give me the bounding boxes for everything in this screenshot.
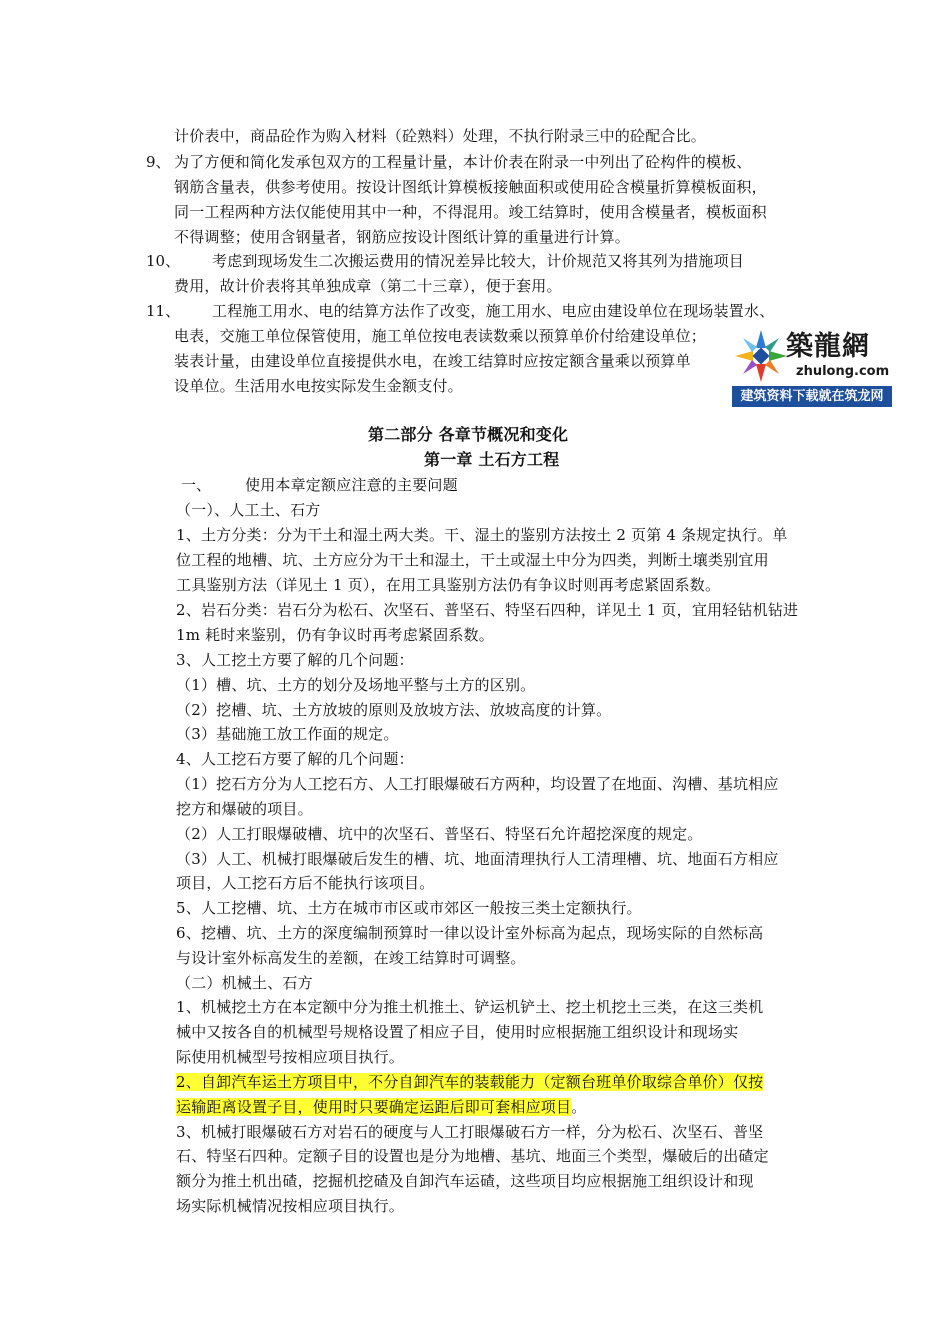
- text-line: 同一工程两种方法仅能使用其中一种，不得混用。竣工结算时，使用含模量者，模板面积: [174, 203, 767, 221]
- text-line: 费用，故计价表将其单独成章（第二十三章），便于套用。: [174, 277, 562, 295]
- text-line: 挖方和爆破的项目。: [176, 800, 313, 818]
- list-number: 11、: [146, 302, 181, 320]
- text-line: 为了方便和简化发承包双方的工程量计量，本计价表在附录一中列出了砼构件的模板、: [174, 153, 752, 171]
- text-line: 5、人工挖槽、坑、土方在城市市区或市郊区一般按三类土定额执行。: [176, 899, 642, 917]
- text-line: 6、挖槽、坑、土方的深度编制预算时一律以设计室外标高为起点，现场实际的自然标高: [176, 924, 764, 942]
- logo-name: 築龍網: [786, 331, 870, 362]
- text-line: 电表，交施工单位保管使用，施工单位按电表读数乘以预算单价付给建设单位；: [174, 327, 707, 345]
- text-line: 1、机械挖土方在本定额中分为推土机推土、铲运机铲土、挖土机挖土三类，在这三类机: [176, 998, 764, 1016]
- text-line: 石、特坚石四种。定额子目的设置也是分为地槽、基坑、地面三个类型，爆破后的出碴定: [176, 1147, 769, 1165]
- text-line: （3）基础施工放工作面的规定。: [176, 725, 399, 743]
- text-line: 2、岩石分类：岩石分为松石、次坚石、普坚石、特坚石四种，详见土 1 页，宜用轻钻机钻进: [176, 601, 799, 619]
- text-line: 考虑到现场发生二次搬运费用的情况差异比较大，计价规范又将其列为措施项目: [212, 252, 745, 270]
- period: 。: [571, 1098, 587, 1116]
- text-line: 工程施工用水、电的结算方法作了改变，施工用水、电应由建设单位在现场装置水、: [212, 302, 775, 320]
- section-heading: 使用本章定额应注意的主要问题: [245, 476, 458, 494]
- text-line: 际使用机械型号按相应项目执行。: [176, 1048, 405, 1066]
- text-line: 项目，人工挖石方后不能执行该项目。: [176, 874, 435, 892]
- text-line: 1m 耗时来鉴别，仍有争议时再考虑紧固系数。: [176, 626, 494, 644]
- text-line: 位工程的地槽、坑、土方应分为干土和湿土，干土或湿土中分为四类，判断土壤类别宜用: [176, 551, 769, 569]
- text-line: 3、人工挖土方要了解的几个问题：: [176, 651, 414, 669]
- text-line: （2）挖槽、坑、土方放坡的原则及放坡方法、放坡高度的计算。: [176, 701, 612, 719]
- highlighted-line: [176, 1096, 586, 1118]
- text-line: （1）挖石方分为人工挖石方、人工打眼爆破石方两种，均设置了在地面、沟槽、基坑相应: [176, 775, 779, 793]
- text-line: 械中又按各自的机械型号规格设置了相应子目，使用时应根据施工组织设计和现场实: [176, 1023, 739, 1041]
- logo-url: zhulong.com: [796, 364, 890, 379]
- text-line: 计价表中，商品砼作为购入材料（砼熟料）处理，不执行附录三中的砼配合比。: [174, 127, 707, 145]
- subsection-heading: （一）、人工土、石方: [176, 501, 321, 519]
- part-title: 第二部分 各章节概况和变化: [368, 425, 569, 444]
- text-line: 额分为推土机出碴，挖掘机挖碴及自卸汽车运碴，这些项目均应根据施工组织设计和现: [176, 1172, 754, 1190]
- section-number: 一、: [181, 476, 212, 494]
- logo-slogan: 建筑资料下载就在筑龙网: [732, 386, 892, 407]
- text-line: 场实际机械情况按相应项目执行。: [176, 1197, 405, 1215]
- text-line: 1、土方分类：分为干土和湿土两大类。干、湿土的鉴别方法按土 2 页第 4 条规定执行。单: [176, 526, 788, 544]
- list-number: 9、: [146, 153, 171, 171]
- text-line: 工具鉴别方法（详见土 1 页），在用工具鉴别方法仍有争议时则再考虑紧固系数。: [176, 576, 721, 594]
- subsection-heading: （二）机械土、石方: [176, 974, 313, 992]
- highlight-text: 2、自卸汽车运土方项目中，不分自卸汽车的装载能力（定额台班单价取综合单价）仅按: [176, 1073, 764, 1091]
- text-line: 设单位。生活用水电按实际发生金额支付。: [174, 377, 463, 395]
- snowflake-logo-icon: [734, 328, 788, 384]
- text-line: （1）槽、坑、土方的划分及场地平整与土方的区别。: [176, 676, 536, 694]
- text-line: （2）人工打眼爆破槽、坑中的次坚石、普坚石、特坚石允许超挖深度的规定。: [176, 825, 703, 843]
- chapter-title: 第一章 土石方工程: [424, 450, 560, 469]
- text-line: 钢筋含量表，供参考使用。按设计图纸计算模板接触面积或使用砼含模量折算模板面积，: [174, 178, 767, 196]
- text-line: 与设计室外标高发生的差额，在竣工结算时可调整。: [176, 949, 526, 967]
- highlighted-line: [176, 1071, 763, 1093]
- text-line: 不得调整；使用含钢量者，钢筋应按设计图纸计算的重量进行计算。: [174, 228, 631, 246]
- text-line: 3、机械打眼爆破石方对岩石的硬度与人工打眼爆破石方一样，分为松石、次坚石、普坚: [176, 1123, 764, 1141]
- highlight-text: 运输距离设置子目，使用时只要确定运距后即可套相应项目: [176, 1098, 572, 1116]
- zhulong-logo: [732, 326, 892, 408]
- text-line: 装表计量，由建设单位直接提供水电，在竣工结算时应按定额含量乘以预算单: [174, 352, 691, 370]
- list-number: 10、: [146, 252, 181, 270]
- text-line: （3）人工、机械打眼爆破后发生的槽、坑、地面清理执行人工清理槽、坑、地面石方相应: [176, 850, 779, 868]
- text-line: 4、人工挖石方要了解的几个问题：: [176, 750, 414, 768]
